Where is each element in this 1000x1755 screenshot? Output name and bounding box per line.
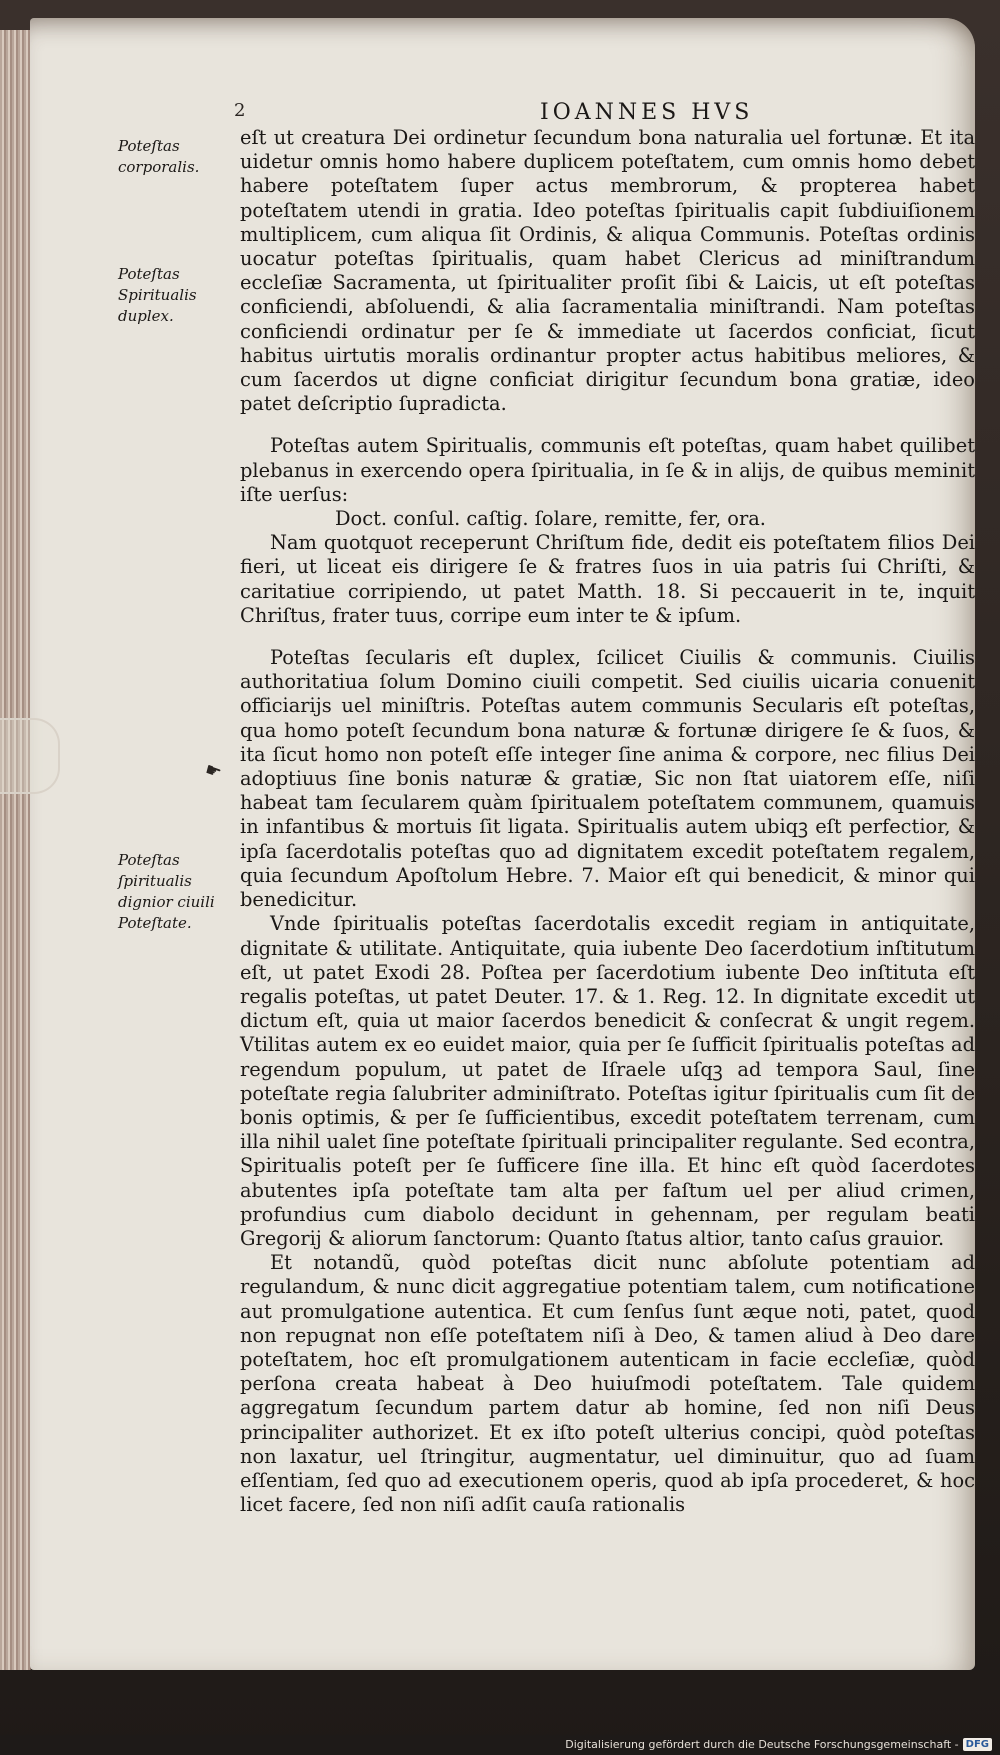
sidenote-potestas-spiritualis-duplex: Poteſtas Spiritualis duplex. — [118, 265, 197, 325]
pointing-hand-icon: ☛ — [201, 758, 225, 785]
paragraph-4: Poteſtas ſecularis eſt duplex, ſcilicet Ciuilis & communis. Ciuilis authoritatiua ſolum Domino ciuili competit. Sed ciuilis uicaria conuenit officiarijs uel miniſtris. Poteſtas autem communis Secularis eſt poteſtas, qua homo poteſt ſecundum bona naturæ & fortunæ dirigere ſe & ſuos, & ita ſicut homo non poteſt eſſe integer ſine anima & corpore, nec filius Dei adoptiuus ſine bonis naturæ & gratiæ, Sic non ſtat uiatorem eſſe, niſi habeat tam ſecularem quàm ſpiritualem poteſtatem communem, quamuis in infantibus & mortuis ſit ligata. Spiritualis autem ubiqꝫ eſt perfectior, & ipſa ſacerdotalis poteſtas quo ad dignitatem excedit poteſtatem regalem, quia ſecundum Apoſtolum Hebre. 7. Maior eſt qui benedicit, & minor qui benedicitur. — [240, 646, 975, 912]
dfg-logo: DFG — [963, 1738, 992, 1751]
paragraph-5: Vnde ſpiritualis poteſtas ſacerdotalis excedit regiam in antiquitate, dignitate & utilitate. Antiquitate, quia iubente Deo ſacerdotium inſtitutum eſt, ut patet Exodi 28. Poſtea per ſacerdotium iubente Deo inſtituta eſt regalis poteſtas, ut patet Deuter. 17. & 1. Reg. 12. In dignitate excedit ut dictum eſt, quia ut maior ſacerdos benedicit & conſecrat & ungit regem. Vtilitas autem ex eo euidet maior, quia per ſe ſufficit ſpiritualis poteſtas ad regendum populum, ut patet de Iſraele uſqꝫ ad tempora Saul, ſine poteſtate regia ſalubriter adminiſtrato. Poteſtas igitur ſpiritualis cum ſit de bonis optimis, & per ſe ſufficientibus, excedit poteſtatem terrenam, cum illa nihil ualet ſine poteſtate ſpirituali principaliter regulante. Sed econtra, Spiritualis poteſt per ſe ſufficere ſine illa. Et hinc eſt quòd ſacerdotes abutentes ipſa poteſtate tam alta per faſtum uel per aliud crimen, profundius cum diabolo decidunt in gehennam, per regulam beati Gregorij & aliorum ſanctorum: Quanto ſtatus altior, tanto caſus grauior. — [240, 912, 975, 1250]
footer-credit-text: Digitalisierung gefördert durch die Deutsche Forschungsgemeinschaft - — [565, 1738, 959, 1751]
paragraph-2: Poteſtas autem Spiritualis, communis eſt poteſtas, quam habet quilibet plebanus in exercendo opera ſpiritualia, in ſe & in alijs, de quibus meminit iſte uerſus: — [240, 434, 975, 506]
sidenote-potestas-corporalis: Poteſtas corporalis. — [118, 137, 200, 176]
running-title: IOANNES HVS — [540, 100, 754, 125]
paragraph-1: eſt ut creatura Dei ordinetur ſecundum bona naturalia uel fortunæ. Et ita uidetur omnis homo habere duplicem poteſtatem, cum omnis homo debet habere poteſtatem ſuper actus membrorum, & propterea habet poteſtatem utendi in gratia. Ideo poteſtas ſpiritualis capit ſubdiuiſionem multiplicem, cum aliqua ſit Ordinis, & aliqua Communis. Poteſtas ordinis uocatur poteſtas ſpiritualis, quam habet Clericus ad miniſtrandum eccleſiæ Sacramenta, ut ſpiritualiter proſit ſibi & Laicis, ut eſt poteſtas conficiendi, abſoluendi, & alia ſacramentalia miniſtrandi. Nam poteſtas conficiendi ordinatur per ſe & immediate ut ſacerdos conficiat, ſicut habitus uirtutis moralis ordinantur propter actus habitibus meliores, & cum ſacerdos ut digne conficiat dirigitur ſecundum bona gratiæ, ideo patet deſcriptio ſupradicta. — [240, 126, 975, 416]
main-text — [240, 126, 975, 1517]
sidenote-potestas-spiritualis-dignior: Poteſtas ſpiritualis dignior ciuili Poteſtate. — [118, 851, 215, 932]
footer-credit — [565, 1738, 992, 1751]
page-number: 2 — [234, 100, 246, 121]
paragraph-3: Nam quotquot receperunt Chriſtum fide, dedit eis poteſtatem filios Dei fieri, ut liceat eis dirigere ſe & fratres ſuos in uia patris ſui Chriſti, & caritatiue corripiendo, ut patet Matth. 18. Si peccauerit in te, inquit Chriſtus, frater tuus, corripe eum inter te & ipſum. — [240, 531, 975, 627]
paragraph-6: Et notandũ, quòd poteſtas dicit nunc abſolute potentiam ad regulandum, & nunc dicit aggregatiue potentiam talem, cum notificatione aut promulgatione autentica. Et cum ſenſus ſunt æque noti, patet, quod non repugnat non eſſe poteſtatem niſi à Deo, & tamen aliud à Deo dare poteſtatem, hoc eſt promulgationem autenticam in facie eccleſiæ, quòd perſona creata habeat à Deo huiuſmodi poteſtatem. Tale quidem aggregatum ſecundum partem datur ab homine, ſed non niſi Deus principaliter authorizet. Et ex iſto poteſt ulterius concipi, quòd poteſtas non laxatur, uel ſtringitur, augmentatur, uel diminuitur, quo ad ſuam eſſentiam, ſed quo ad executionem operis, quod ab ipſa procederet, & hoc licet facere, ſed non niſi adſit cauſa rationalis — [240, 1251, 975, 1517]
page-stack-edge — [0, 30, 31, 1670]
verse-line: Doct. conſul. caſtig. ſolare, remitte, fer, ora. — [335, 507, 766, 531]
page-clip — [0, 718, 60, 794]
